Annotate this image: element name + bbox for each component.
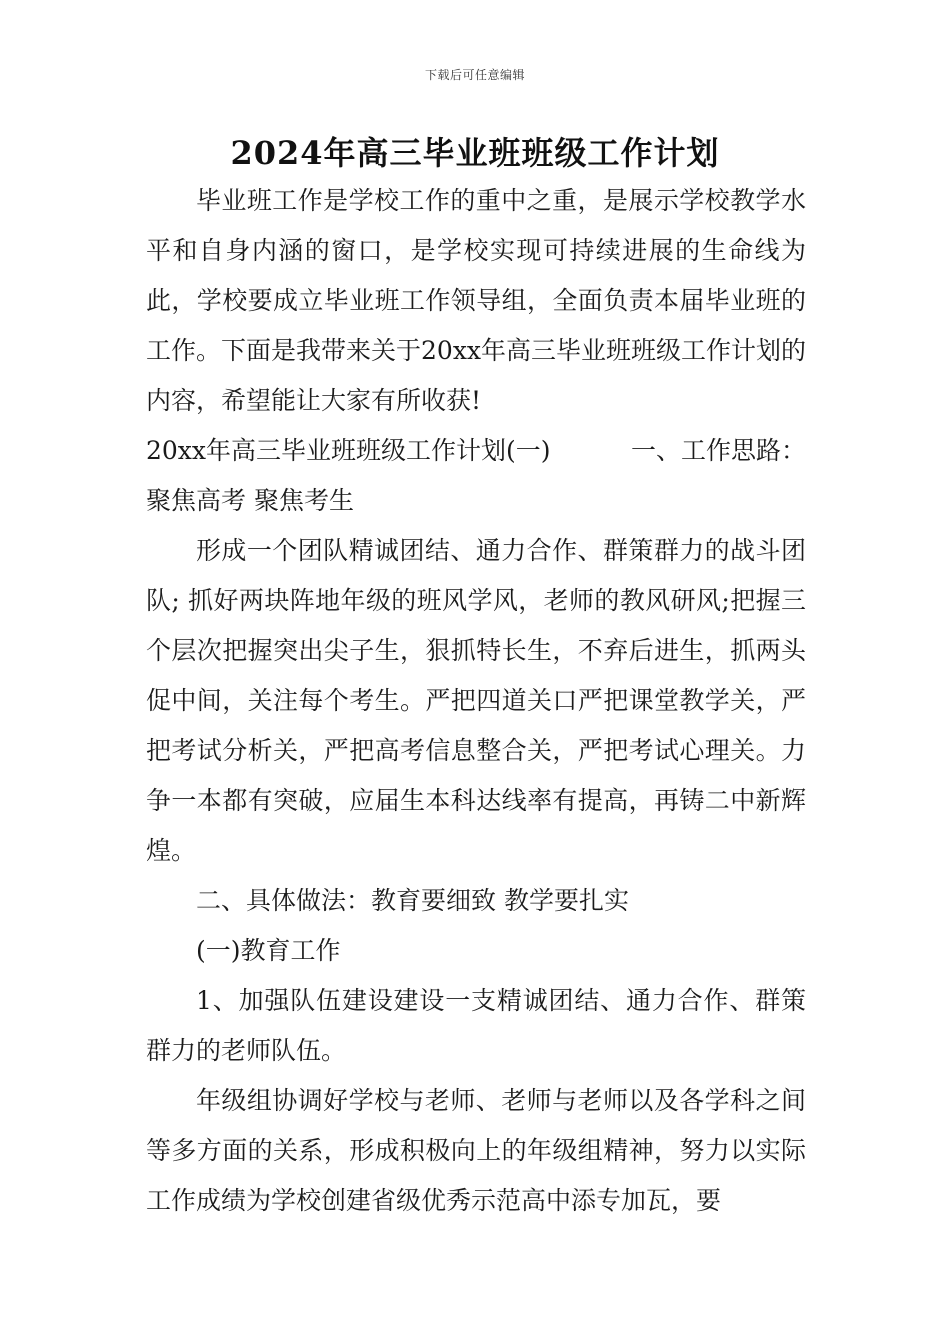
team-paragraph: 形成一个团队精诚团结、通力合作、群策群力的战斗团队; 抓好两块阵地年级的班风学风，老师的教风研风;把握三个层次把握突出尖子生，狠抓特长生，不弃后进生，抓两头促中间，关注每个考生。严把四道关口严把课堂教学关，严把考试分析关，严把高考信息整合关，严把考试心理关。力争一本都有突破，应届生本科达线率有提高，再铸二中新辉煌。 <box>146 536 806 865</box>
page-title: 2024年高三毕业班班级工作计划 <box>230 134 720 172</box>
section1-title: 20xx年高三毕业班班级工作计划(一) <box>146 436 551 465</box>
header-note: 下载后可任意编辑 <box>424 68 525 82</box>
section1-heading <box>146 426 806 476</box>
item-1-paragraph: 1、加强队伍建设建设一支精诚团结、通力合作、群策群力的老师队伍。 <box>146 986 806 1065</box>
document-body <box>146 176 806 1226</box>
grade-group-paragraph: 年级组协调好学校与老师、老师与老师以及各学科之间等多方面的关系，形成积极向上的年级组精神，努力以实际工作成绩为学校创建省级优秀示范高中添专加瓦，要 <box>146 1086 806 1215</box>
section1-subtitle: 一、工作思路： <box>630 436 806 465</box>
heading-specific-methods: 二、具体做法：教育要细致 教学要扎实 <box>196 886 629 915</box>
heading-education-work: (一)教育工作 <box>196 936 341 965</box>
intro-paragraph: 毕业班工作是学校工作的重中之重，是展示学校教学水平和自身内涵的窗口，是学校实现可持续进展的生命线为此，学校要成立毕业班工作领导组，全面负责本届毕业班的工作。下面是我带来关于20xx年高三毕业班班级工作计划的内容，希望能让大家有所收获! <box>146 186 807 415</box>
section1-continuation: 聚焦高考 聚焦考生 <box>146 486 354 515</box>
